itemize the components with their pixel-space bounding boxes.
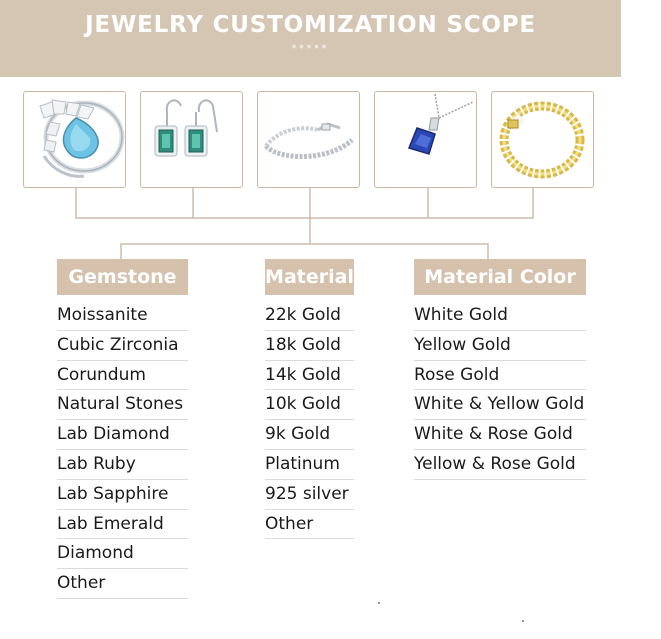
list-item: White & Yellow Gold — [414, 390, 586, 420]
list-item: White & Rose Gold — [414, 420, 586, 450]
material-list — [265, 301, 354, 539]
list-item: 14k Gold — [265, 361, 354, 391]
list-item: Corundum — [57, 361, 188, 391]
list-item: Moissanite — [57, 301, 188, 331]
list-item: 22k Gold — [265, 301, 354, 331]
list-item: Other — [265, 510, 354, 540]
list-item: Platinum — [265, 450, 354, 480]
list-item: Lab Diamond — [57, 420, 188, 450]
page-title: JEWELRY CUSTOMIZATION SCOPE — [85, 12, 536, 38]
list-item: Lab Ruby — [57, 450, 188, 480]
list-item: Yellow Gold — [414, 331, 586, 361]
gemstone-header: Gemstone — [57, 259, 188, 295]
list-item: 925 silver — [265, 480, 354, 510]
list-item: Other — [57, 569, 188, 599]
material-header: Material — [265, 259, 354, 295]
material-color-header: Material Color — [414, 259, 586, 295]
list-item: White Gold — [414, 301, 586, 331]
list-item: Cubic Zirconia — [57, 331, 188, 361]
decorative-dot — [378, 602, 380, 604]
list-item: 18k Gold — [265, 331, 354, 361]
list-item: Natural Stones — [57, 390, 188, 420]
list-item: 10k Gold — [265, 390, 354, 420]
list-item: Lab Sapphire — [57, 480, 188, 510]
list-item: Yellow & Rose Gold — [414, 450, 586, 480]
material-color-list — [414, 301, 586, 480]
list-item: Diamond — [57, 539, 188, 569]
title-stars: ***** — [291, 44, 330, 54]
gemstone-list — [57, 301, 188, 599]
decorative-dot — [522, 620, 524, 622]
list-item: 9k Gold — [265, 420, 354, 450]
list-item: Lab Emerald — [57, 510, 188, 540]
list-item: Rose Gold — [414, 361, 586, 391]
